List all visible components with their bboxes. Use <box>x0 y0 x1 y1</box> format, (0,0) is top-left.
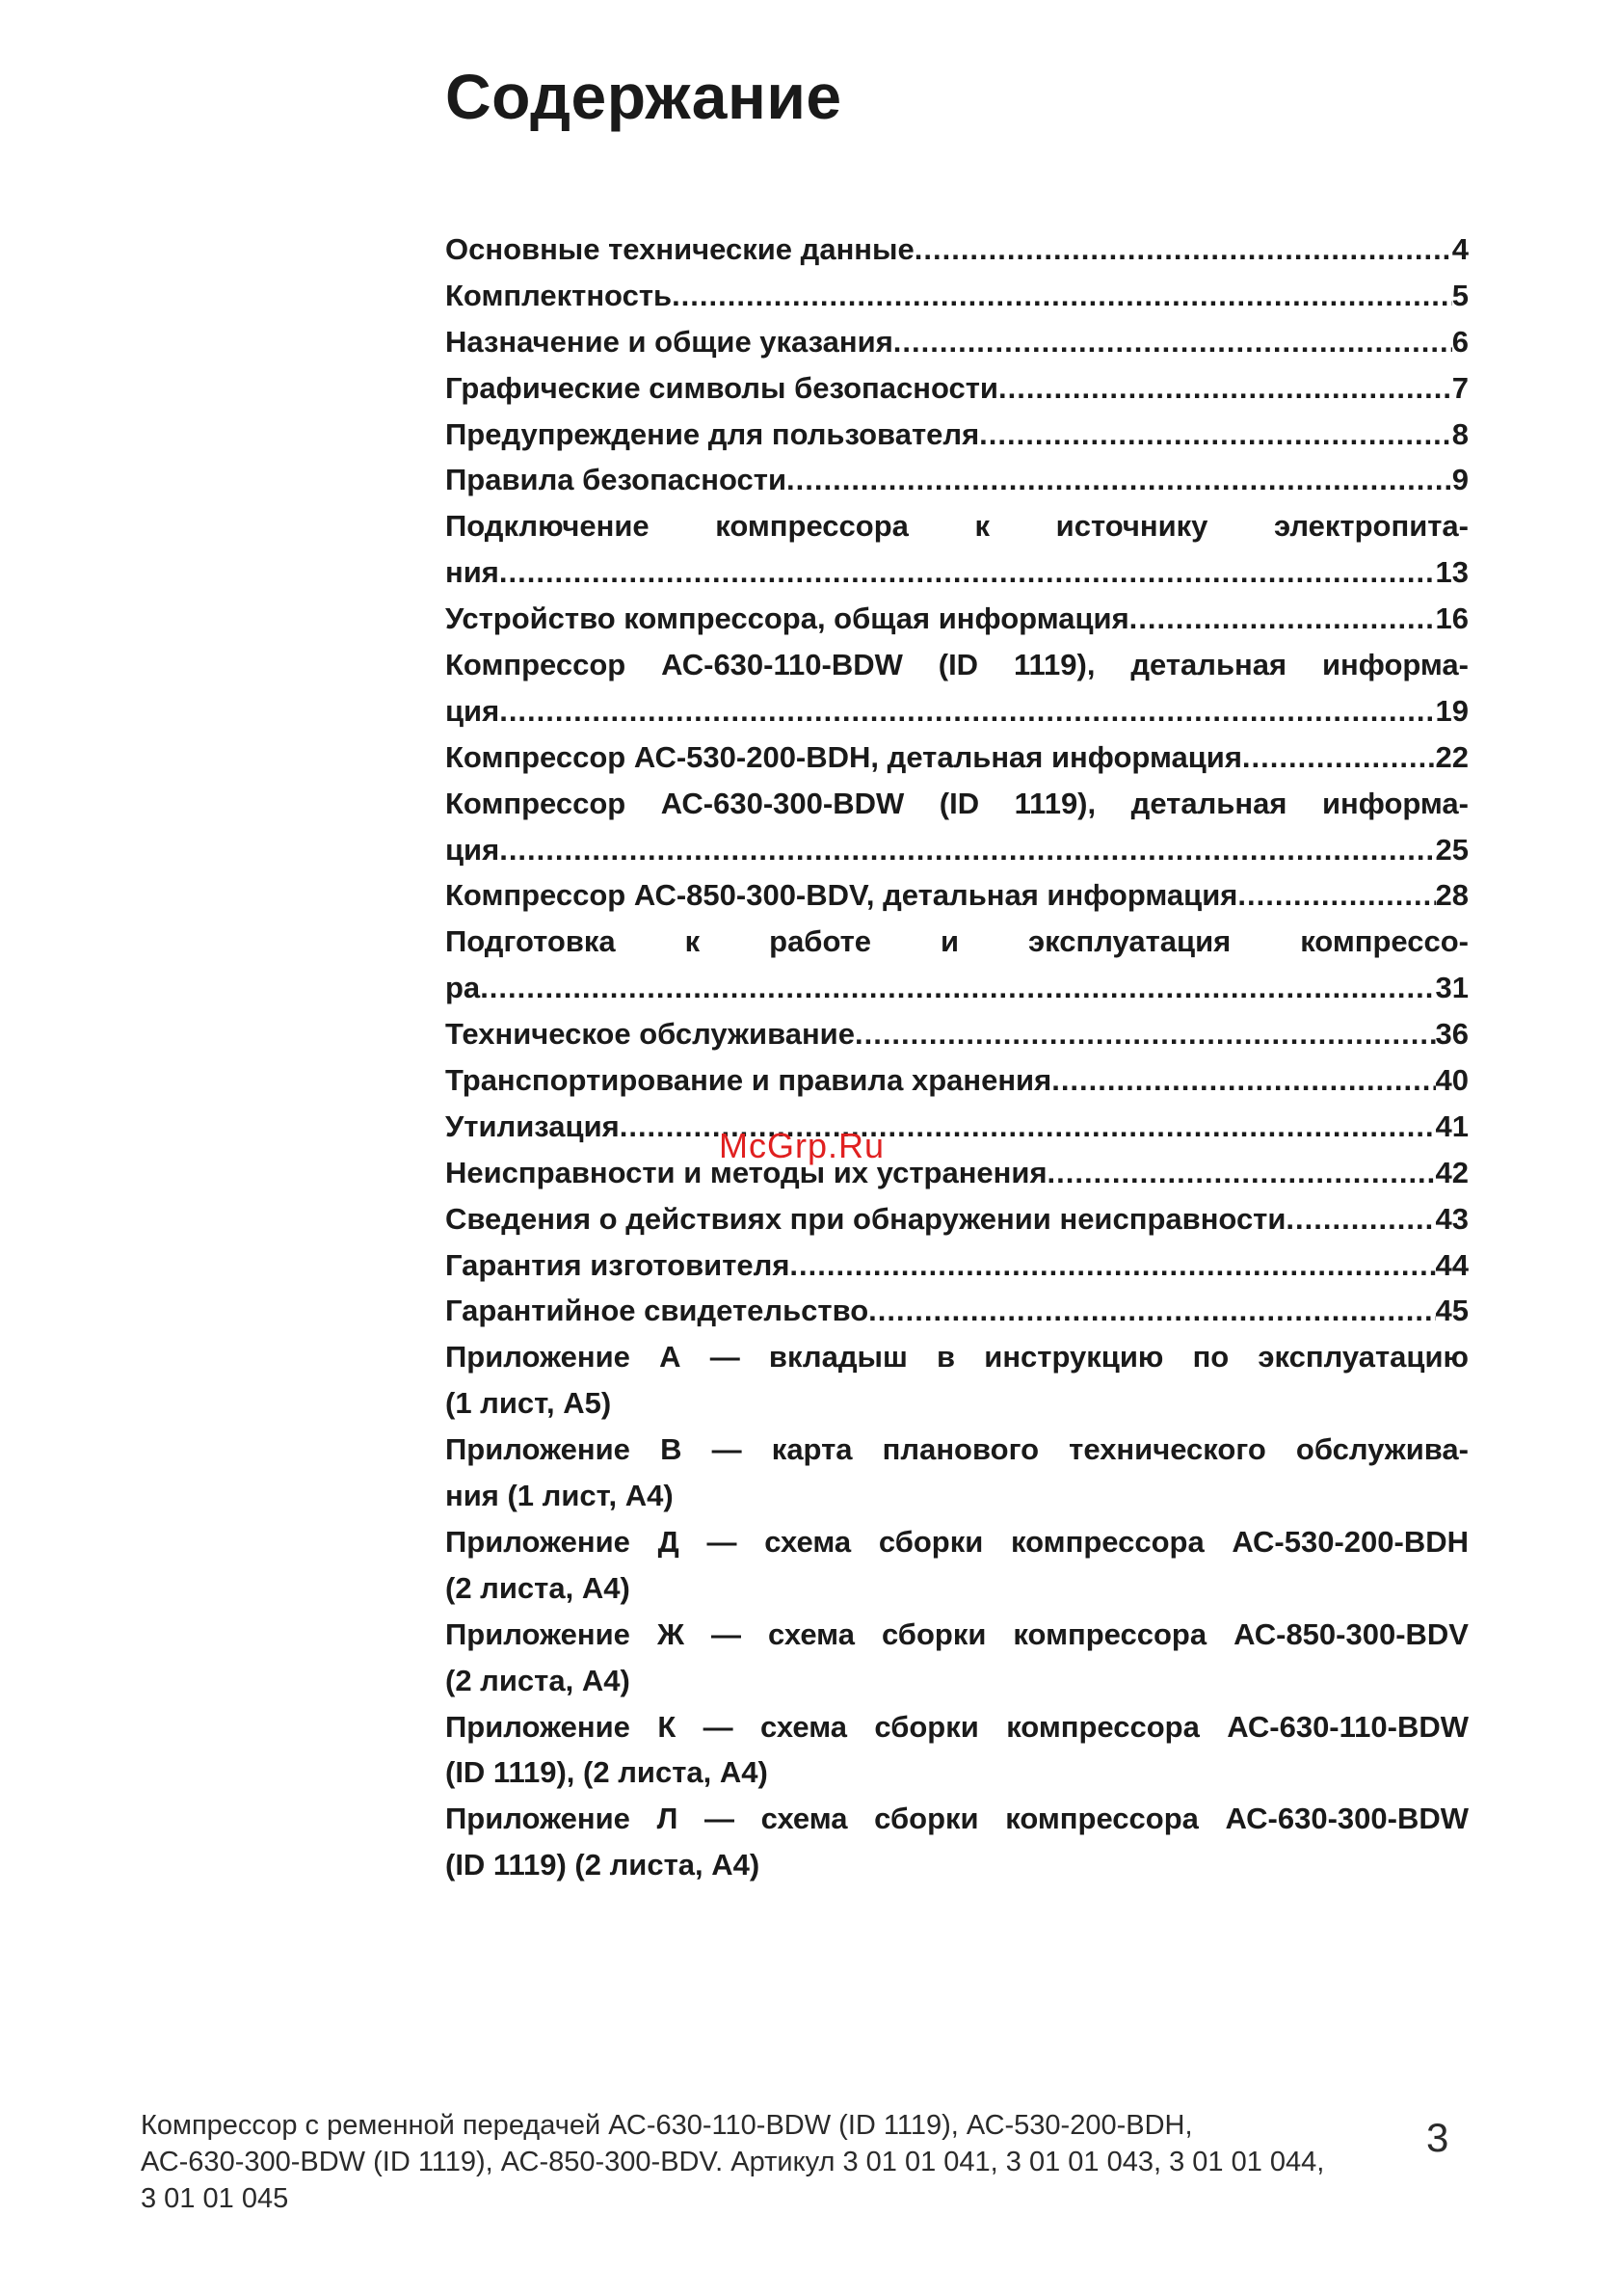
toc-entry-title: Гарантия изготовителя <box>445 1247 790 1282</box>
toc-page-number: 9 <box>1451 463 1469 497</box>
toc-entry <box>445 688 1469 734</box>
footer-line: 3 01 01 045 <box>141 2183 289 2214</box>
toc-entry <box>445 1288 1469 1334</box>
toc-entry-title: Компрессор АС-530-200-BDH, детальная информация <box>445 739 1242 774</box>
appendix-entry-cont: (1 лист, А5) <box>445 1386 612 1421</box>
appendix-entry: Приложение В — карта планового технического обслужива- <box>445 1432 1469 1467</box>
dot-leader <box>1051 1057 1435 1104</box>
appendix-entry: Приложение А — вкладыш в инструкцию по эксплуатацию <box>445 1340 1469 1375</box>
dot-leader <box>672 273 1452 319</box>
footer-line: АС-630-300-BDW (ID 1119), АС-850-300-BDV. Артикул 3 01 01 041, 3 01 01 043, 3 01 01 044, <box>141 2147 1325 2177</box>
toc-page-number: 40 <box>1435 1063 1469 1098</box>
dot-leader <box>499 827 1435 873</box>
toc-entry-title: Неисправности и методы их устранения <box>445 1155 1048 1189</box>
toc-entry-title: Предупреждение для пользователя <box>445 416 980 451</box>
watermark: McGrp.Ru <box>719 1126 886 1165</box>
toc-entry <box>445 965 1469 1011</box>
dot-leader <box>789 1242 1435 1289</box>
toc-entry-title: Устройство компрессора, общая информация <box>445 601 1129 636</box>
toc-entry-title: Основные технические данные <box>445 232 915 266</box>
toc-entry <box>445 1104 1469 1150</box>
toc-entry-title: ция <box>445 693 500 728</box>
toc-entry-title: Графические символы безопасности <box>445 370 998 405</box>
toc-entry <box>445 549 1469 596</box>
toc-entry <box>445 412 1469 458</box>
toc-entry-title: Сведения о действиях при обнаружении неисправности <box>445 1201 1286 1236</box>
toc-entry <box>445 273 1469 319</box>
page-title: Содержание <box>445 61 842 132</box>
appendix-entry-cont: (ID 1119), (2 листа, А4) <box>445 1755 768 1790</box>
toc-entry-title: Техническое обслуживание <box>445 1017 855 1052</box>
toc-page-number: 16 <box>1435 601 1469 636</box>
dot-leader <box>998 365 1452 412</box>
toc-entry-title: Правила безопасности <box>445 463 787 497</box>
toc-page-number: 19 <box>1435 693 1469 728</box>
toc-entry-line: Компрессор АС-630-300-BDW (ID 1119), детальная информа- <box>445 786 1469 820</box>
toc-page-number: 13 <box>1435 555 1469 590</box>
page-number: 3 <box>1426 2115 1449 2160</box>
toc-entry-title: Транспортирование и правила хранения <box>445 1063 1052 1098</box>
appendix-entry: Приложение Д — схема сборки компрессора АС-530-200-BDH <box>445 1524 1469 1559</box>
toc-page-number: 5 <box>1451 278 1469 312</box>
dot-leader <box>1286 1196 1435 1242</box>
toc-entry-line: Компрессор АС-630-110-BDW (ID 1119), детальная информа- <box>445 648 1469 682</box>
footer-line: Компрессор с ременной передачей АС-630-110-BDW (ID 1119), АС-530-200-BDH, <box>141 2110 1193 2141</box>
toc-page-number: 4 <box>1451 232 1469 266</box>
toc-page-number: 42 <box>1435 1155 1469 1189</box>
toc-entry <box>445 827 1469 873</box>
toc-page-number: 7 <box>1451 370 1469 405</box>
toc-entry-title: Компрессор АС-850-300-BDV, детальная информация <box>445 878 1238 913</box>
dot-leader <box>786 457 1452 503</box>
dot-leader <box>868 1288 1435 1334</box>
dot-leader <box>1242 734 1436 781</box>
dot-leader <box>1048 1150 1436 1196</box>
toc-entry <box>445 734 1469 781</box>
dot-leader <box>480 965 1435 1011</box>
toc-entry <box>445 1057 1469 1104</box>
toc-entry-title: ния <box>445 555 499 590</box>
toc-entry <box>445 872 1469 919</box>
dot-leader <box>915 227 1452 273</box>
appendix-entry-cont: (2 листа, А4) <box>445 1663 630 1697</box>
toc-entry <box>445 457 1469 503</box>
dot-leader <box>979 412 1452 458</box>
table-of-contents <box>445 227 1469 1888</box>
dot-leader <box>1237 872 1435 919</box>
toc-entry-title: ра <box>445 971 481 1005</box>
toc-page-number: 41 <box>1435 1108 1469 1143</box>
toc-entry <box>445 1011 1469 1057</box>
appendix-entry: Приложение Ж — схема сборки компрессора АС-850-300-BDV <box>445 1616 1469 1651</box>
dot-leader <box>499 549 1436 596</box>
appendix-entry-cont: (2 листа, А4) <box>445 1570 630 1605</box>
toc-page-number: 8 <box>1451 416 1469 451</box>
toc-entry-title: Назначение и общие указания <box>445 324 893 359</box>
dot-leader <box>1129 596 1436 642</box>
toc-entry <box>445 365 1469 412</box>
toc-entry <box>445 1196 1469 1242</box>
toc-page-number: 6 <box>1451 324 1469 359</box>
appendix-entry-cont: (ID 1119) (2 листа, А4) <box>445 1848 760 1882</box>
toc-page-number: 28 <box>1435 878 1469 913</box>
toc-entry <box>445 1150 1469 1196</box>
toc-page-number: 22 <box>1435 739 1469 774</box>
toc-entry-title: ция <box>445 832 500 867</box>
toc-entry-line: Подготовка к работе и эксплуатация компрессо- <box>445 924 1469 959</box>
dot-leader <box>499 688 1435 734</box>
appendix-entry: Приложение К — схема сборки компрессора АС-630-110-BDW <box>445 1709 1469 1744</box>
toc-page-number: 36 <box>1435 1017 1469 1052</box>
toc-entry-title: Комплектность <box>445 278 673 312</box>
toc-page-number: 31 <box>1435 971 1469 1005</box>
dot-leader <box>855 1011 1436 1057</box>
toc-entry-title: Утилизация <box>445 1108 620 1143</box>
toc-page-number: 43 <box>1435 1201 1469 1236</box>
toc-page-number: 25 <box>1435 832 1469 867</box>
appendix-entry: Приложение Л — схема сборки компрессора АС-630-300-BDW <box>445 1802 1469 1836</box>
toc-entry-title: Гарантийное свидетельство <box>445 1294 869 1328</box>
toc-entry <box>445 596 1469 642</box>
toc-page-number: 45 <box>1435 1294 1469 1328</box>
toc-entry <box>445 1242 1469 1289</box>
toc-entry-line: Подключение компрессора к источнику электропита- <box>445 509 1469 544</box>
toc-entry <box>445 319 1469 365</box>
dot-leader <box>893 319 1452 365</box>
footer <box>141 2107 1393 2217</box>
appendix-entry-cont: ния (1 лист, А4) <box>445 1479 674 1513</box>
toc-entry <box>445 227 1469 273</box>
toc-page-number: 44 <box>1435 1247 1469 1282</box>
